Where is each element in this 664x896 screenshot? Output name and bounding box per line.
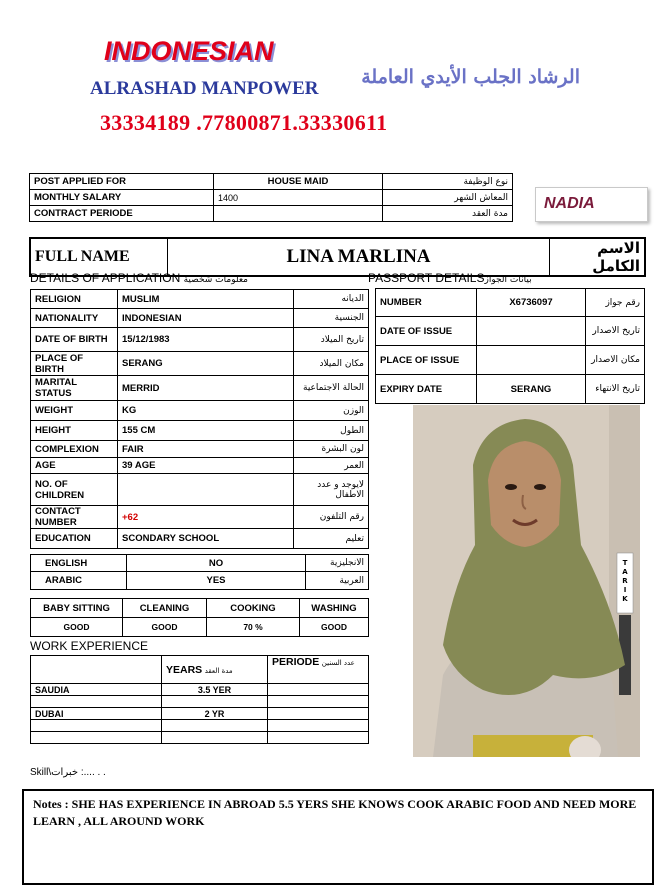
passport-row xyxy=(376,375,645,404)
application-label: CONTACT NUMBER xyxy=(31,506,118,529)
work-years-label-ar: مدة العقد xyxy=(204,666,233,675)
skill-value: 70 % xyxy=(207,618,300,637)
passport-heading xyxy=(368,271,532,285)
work-empty-cell xyxy=(162,696,268,708)
skill-value: GOOD xyxy=(300,618,369,637)
application-row xyxy=(31,529,369,549)
salary-label: MONTHLY SALARY xyxy=(30,190,214,206)
language-label-ar: الانجليزية xyxy=(306,555,369,572)
work-periode-header xyxy=(268,656,369,684)
work-country-header xyxy=(31,656,162,684)
application-row xyxy=(31,328,369,352)
application-heading-en: DETAILS OF APPLICATION xyxy=(30,271,181,285)
application-value: 15/12/1983 xyxy=(118,328,294,352)
post-label-ar: نوع الوظيفة xyxy=(383,174,513,190)
salary-value: 1400 xyxy=(214,190,383,206)
work-country: DUBAI xyxy=(31,708,162,720)
work-empty-cell xyxy=(268,720,369,732)
application-label-ar: مكان الميلاد xyxy=(294,352,369,376)
application-row xyxy=(31,309,369,328)
application-label-ar: لون البشرة xyxy=(294,441,369,458)
notes-text: : SHE HAS EXPERIENCE IN ABROAD 5.5 YERS SHE KNOWS COOK ARABIC FOOD AND NEED MORE LEARN , ALL AROUND WORK xyxy=(33,797,637,828)
skill-value: GOOD xyxy=(31,618,123,637)
company-name-ar: الرشاد الجلب الأيدي العاملة xyxy=(361,66,580,88)
notes-box xyxy=(22,789,654,885)
work-empty-cell xyxy=(268,696,369,708)
application-label-ar: تعليم xyxy=(294,529,369,549)
passport-value: SERANG xyxy=(477,375,586,404)
skill-header: BABY SITTING xyxy=(31,599,123,618)
passport-row xyxy=(376,289,645,317)
work-country: SAUDIA xyxy=(31,684,162,696)
application-value: KG xyxy=(118,401,294,421)
work-years-label: YEARS xyxy=(166,663,203,676)
language-label-ar: العربية xyxy=(306,572,369,590)
work-years: 3.5 YER xyxy=(162,684,268,696)
full-name-value: LINA MARLINA xyxy=(168,238,550,276)
application-row xyxy=(31,458,369,474)
phone-numbers: 33334189 .77800871.33330611 xyxy=(100,110,388,135)
work-periode-label-ar: عدد السنين xyxy=(321,659,355,667)
application-label: COMPLEXION xyxy=(31,441,118,458)
agent-name: NADIA xyxy=(544,195,595,212)
post-label: POST APPLIED FOR xyxy=(30,174,214,190)
application-label-ar: تاريخ الميلاد xyxy=(294,328,369,352)
work-periode xyxy=(268,684,369,696)
contract-label: CONTRACT PERIODE xyxy=(30,206,214,222)
skill-header: WASHING xyxy=(300,599,369,618)
application-value: INDONESIAN xyxy=(118,309,294,328)
contract-value xyxy=(214,206,383,222)
application-label-ar: الوزن xyxy=(294,401,369,421)
applicant-photo xyxy=(413,405,640,757)
passport-value xyxy=(477,346,586,375)
application-row xyxy=(31,474,369,506)
work-empty-cell xyxy=(162,720,268,732)
application-label: DATE OF BIRTH xyxy=(31,328,118,352)
work-empty-cell xyxy=(268,732,369,744)
application-heading-ar: معلومات شخصية xyxy=(183,275,248,285)
brand-top: INDONESIAN xyxy=(104,36,274,66)
work-empty-cell xyxy=(31,696,162,708)
application-value: SCONDARY SCHOOL xyxy=(118,529,294,549)
application-label: HEIGHT xyxy=(31,421,118,441)
application-label: NATIONALITY xyxy=(31,309,118,328)
application-label-ar: رقم التلفون xyxy=(294,506,369,529)
passport-label-ar: تاريخ الاصدار xyxy=(586,317,645,346)
job-table xyxy=(29,173,513,222)
passport-label: NUMBER xyxy=(376,289,477,317)
application-value: 155 CM xyxy=(118,421,294,441)
notes-label: Notes xyxy=(33,797,62,811)
application-label: EDUCATION xyxy=(31,529,118,549)
work-table xyxy=(30,655,369,744)
skills-table xyxy=(30,598,369,637)
application-label-ar: العمر xyxy=(294,458,369,474)
photo-illustration xyxy=(413,405,640,757)
passport-label: EXPIRY DATE xyxy=(376,375,477,404)
application-table xyxy=(30,289,369,549)
company-name-en: ALRASHAD MANPOWER xyxy=(90,78,319,99)
work-heading: WORK EXPERIENCE xyxy=(30,639,149,653)
contract-label-ar: مدة العقد xyxy=(383,206,513,222)
application-value: SERANG xyxy=(118,352,294,376)
application-label: NO. OF CHILDREN xyxy=(31,474,118,506)
application-label: AGE xyxy=(31,458,118,474)
application-label: WEIGHT xyxy=(31,401,118,421)
application-row xyxy=(31,441,369,458)
passport-label-ar: تاريخ الانتهاء xyxy=(586,375,645,404)
work-periode xyxy=(268,708,369,720)
application-value xyxy=(118,474,294,506)
work-empty-cell xyxy=(31,720,162,732)
passport-value xyxy=(477,317,586,346)
application-label-ar: الحالة الاجتماعية xyxy=(294,376,369,401)
skill-header: COOKING xyxy=(207,599,300,618)
skill-value: GOOD xyxy=(123,618,207,637)
passport-label-ar: مكان الاصدار xyxy=(586,346,645,375)
salary-label-ar: المعاش الشهر xyxy=(383,190,513,206)
passport-table xyxy=(375,288,645,404)
languages-table xyxy=(30,554,369,590)
application-value: 39 AGE xyxy=(118,458,294,474)
work-years-header xyxy=(162,656,268,684)
application-row xyxy=(31,401,369,421)
skill-header: CLEANING xyxy=(123,599,207,618)
passport-row xyxy=(376,346,645,375)
application-row xyxy=(31,352,369,376)
application-label: PLACE OF BIRTH xyxy=(31,352,118,376)
post-value: HOUSE MAID xyxy=(214,174,383,190)
passport-label: DATE OF ISSUE xyxy=(376,317,477,346)
work-years: 2 YR xyxy=(162,708,268,720)
passport-value: X6736097 xyxy=(477,289,586,317)
application-label-ar: لايوجد و عدد الاطفال xyxy=(294,474,369,506)
application-value: FAIR xyxy=(118,441,294,458)
work-periode-label: PERIODE xyxy=(272,656,320,668)
application-label-ar: الجنسية xyxy=(294,309,369,328)
full-name-label: FULL NAME xyxy=(30,238,168,276)
full-name-label-ar: الاسم الكامل xyxy=(550,238,646,276)
application-label-ar: الطول xyxy=(294,421,369,441)
application-row xyxy=(31,421,369,441)
passport-heading-en: PASSPORT DETAILS xyxy=(368,271,485,285)
application-label: MARITAL STATUS xyxy=(31,376,118,401)
application-heading xyxy=(30,271,248,285)
work-empty-cell xyxy=(31,732,162,744)
application-value: MUSLIM xyxy=(118,290,294,309)
application-value: +62 xyxy=(118,506,294,529)
application-label: RELIGION xyxy=(31,290,118,309)
language-label: ENGLISH xyxy=(31,555,127,572)
application-label-ar: الديانه xyxy=(294,290,369,309)
language-label: ARABIC xyxy=(31,572,127,590)
passport-heading-ar: بيانات الجواز xyxy=(484,275,532,285)
agent-name-badge xyxy=(535,187,648,222)
passport-label: PLACE OF ISSUE xyxy=(376,346,477,375)
language-value: YES xyxy=(127,572,306,590)
passport-label-ar: رقم جواز xyxy=(586,289,645,317)
passport-row xyxy=(376,317,645,346)
application-row xyxy=(31,376,369,401)
application-row xyxy=(31,290,369,309)
application-row xyxy=(31,506,369,529)
language-value: NO xyxy=(127,555,306,572)
skill-line: Skill\خبرات :.... . . xyxy=(30,767,106,778)
work-empty-cell xyxy=(162,732,268,744)
application-value: MERRID xyxy=(118,376,294,401)
photo-sign-text: T A R I K xyxy=(622,559,628,603)
